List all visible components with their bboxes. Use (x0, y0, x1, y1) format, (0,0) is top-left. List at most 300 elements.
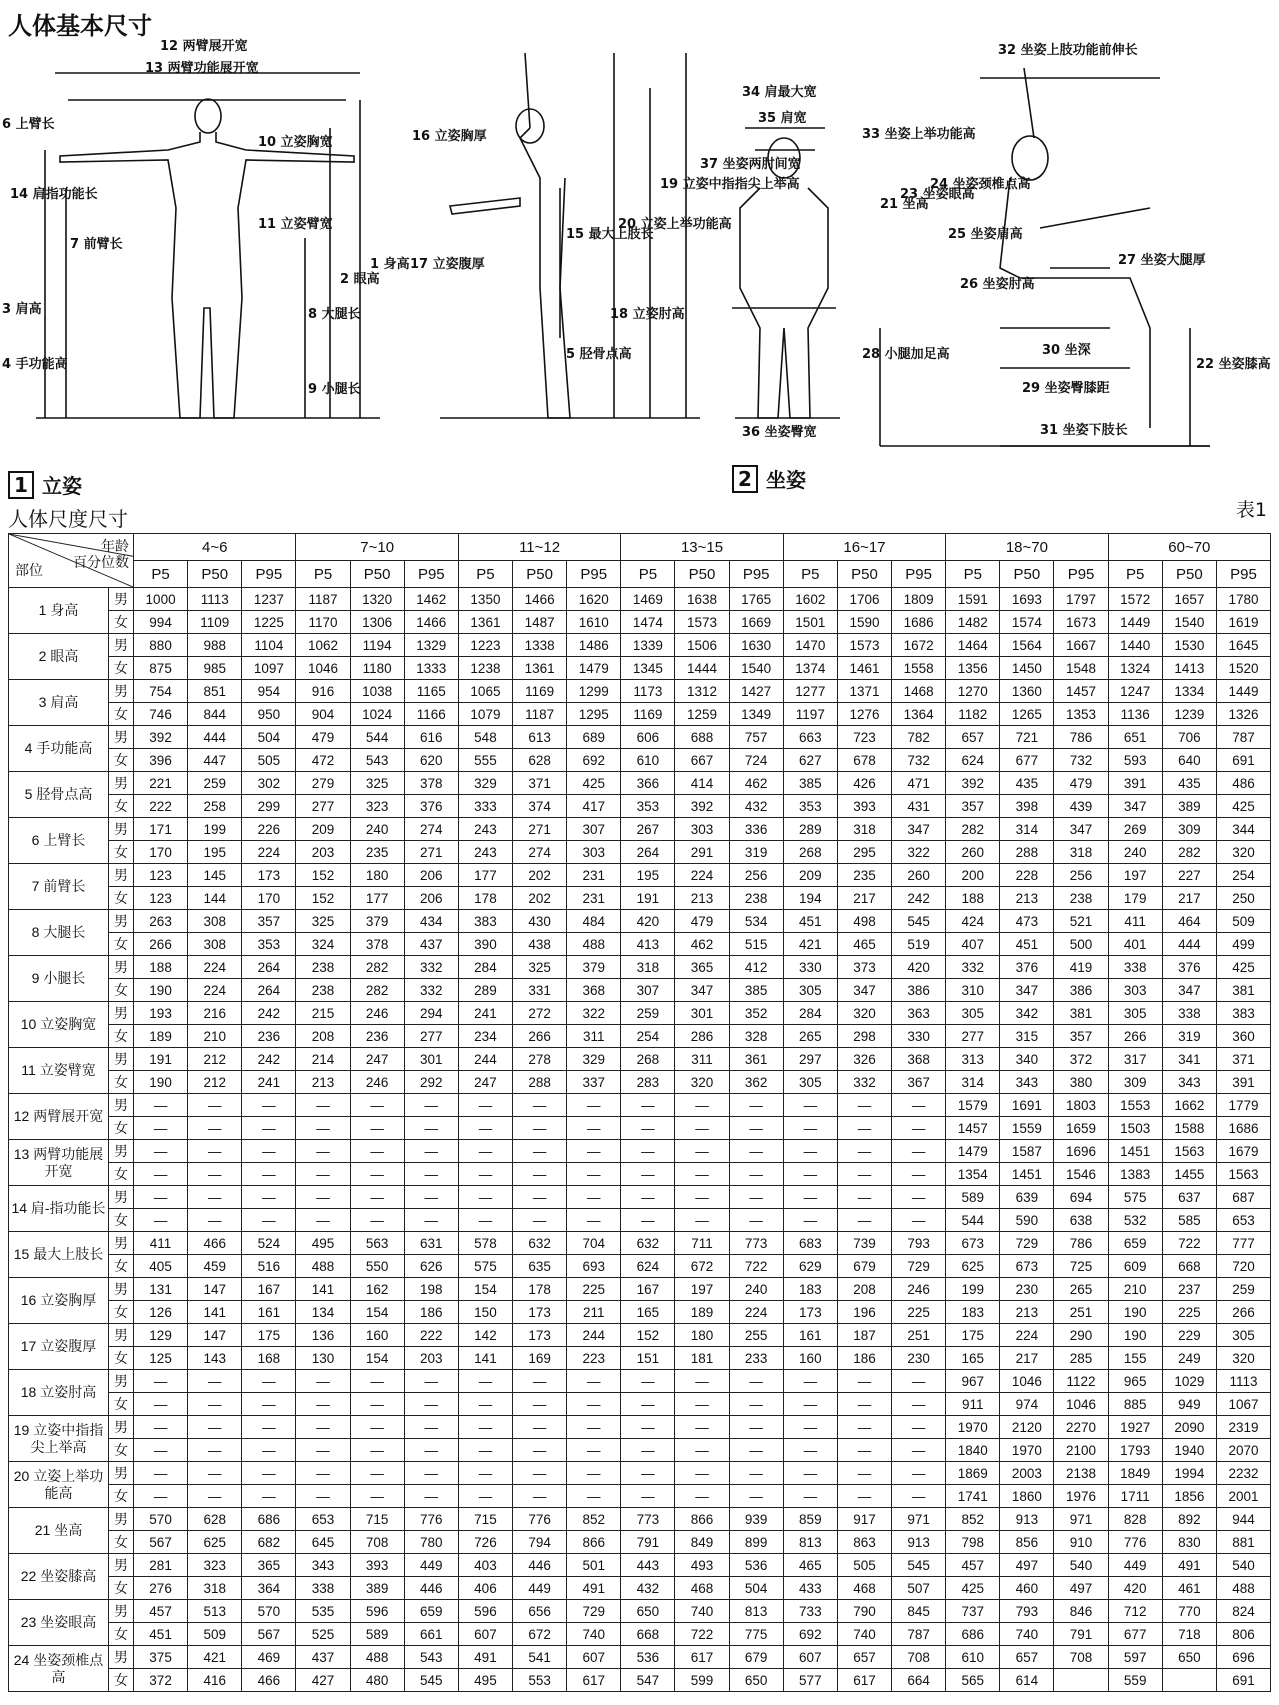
value-cell: 672 (513, 1623, 567, 1646)
value-cell: 1312 (675, 680, 729, 703)
value-cell: 231 (567, 864, 621, 887)
value-cell: — (296, 1186, 350, 1209)
label-37: 37 坐姿两肘间宽 (700, 157, 801, 172)
value-cell: 693 (567, 1255, 621, 1278)
value-cell: 1238 (458, 657, 512, 680)
value-cell: 495 (296, 1232, 350, 1255)
value-cell: 1166 (404, 703, 458, 726)
value-cell: 357 (1054, 1025, 1108, 1048)
value-cell: 1487 (513, 611, 567, 634)
value-cell: 563 (350, 1232, 404, 1255)
value-cell: — (837, 1209, 891, 1232)
value-cell: — (892, 1393, 946, 1416)
value-cell: 325 (350, 772, 404, 795)
value-cell: 1673 (1054, 611, 1108, 634)
value-cell: 209 (296, 818, 350, 841)
value-cell: 199 (188, 818, 242, 841)
value-cell: 688 (675, 726, 729, 749)
value-cell: 347 (675, 979, 729, 1002)
percentile-header: P95 (242, 561, 296, 588)
body-part-label: 16 立姿胸厚 (9, 1278, 109, 1324)
value-cell: 1638 (675, 588, 729, 611)
value-cell: 292 (404, 1071, 458, 1094)
value-cell: 412 (729, 956, 783, 979)
value-cell: 202 (513, 887, 567, 910)
value-cell: — (837, 1439, 891, 1462)
value-cell: 985 (188, 657, 242, 680)
value-cell: — (134, 1462, 188, 1485)
value-cell: — (892, 1439, 946, 1462)
value-cell: 147 (188, 1324, 242, 1347)
value-cell: 360 (1216, 1025, 1270, 1048)
table-row (9, 910, 1271, 933)
value-cell: 1970 (946, 1416, 1000, 1439)
value-cell: 329 (567, 1048, 621, 1071)
value-cell: 679 (729, 1646, 783, 1669)
value-cell: — (621, 1439, 675, 1462)
value-cell: 479 (675, 910, 729, 933)
value-cell: 1461 (837, 657, 891, 680)
value-cell: — (621, 1117, 675, 1140)
value-cell: 282 (350, 979, 404, 1002)
value-cell: 462 (729, 772, 783, 795)
value-cell: 392 (946, 772, 1000, 795)
value-cell: 315 (1000, 1025, 1054, 1048)
value-cell: 1470 (783, 634, 837, 657)
age-group-header: 7~10 (296, 534, 458, 561)
value-cell: 776 (1108, 1531, 1162, 1554)
value-cell: 1602 (783, 588, 837, 611)
table-row (9, 979, 1271, 1002)
value-cell: 1779 (1216, 1094, 1270, 1117)
value-cell: 1573 (675, 611, 729, 634)
value-cell: 500 (1054, 933, 1108, 956)
value-cell: 575 (458, 1255, 512, 1278)
value-cell: 1520 (1216, 657, 1270, 680)
value-cell: — (567, 1370, 621, 1393)
value-cell: 268 (783, 841, 837, 864)
value-cell: 1696 (1054, 1140, 1108, 1163)
table-row (9, 1462, 1271, 1485)
value-cell: 1587 (1000, 1140, 1054, 1163)
value-cell: 1374 (783, 657, 837, 680)
value-cell: 1451 (1000, 1163, 1054, 1186)
value-cell: 659 (1108, 1232, 1162, 1255)
value-cell: 238 (296, 979, 350, 1002)
value-cell: 694 (1054, 1186, 1108, 1209)
value-cell: 208 (296, 1025, 350, 1048)
value-cell: 451 (134, 1623, 188, 1646)
value-cell: 1540 (729, 657, 783, 680)
value-cell: 325 (296, 910, 350, 933)
value-cell: 129 (134, 1324, 188, 1347)
value-cell: 692 (567, 749, 621, 772)
caption-text: 立姿 (42, 474, 82, 498)
value-cell: 123 (134, 887, 188, 910)
value-cell: 424 (946, 910, 1000, 933)
value-cell: 824 (1216, 1600, 1270, 1623)
value-cell: 645 (296, 1531, 350, 1554)
value-cell: 246 (350, 1071, 404, 1094)
value-cell: 279 (296, 772, 350, 795)
value-cell: 305 (1108, 1002, 1162, 1025)
value-cell: 1038 (350, 680, 404, 703)
value-cell: 285 (1054, 1347, 1108, 1370)
value-cell: 291 (675, 841, 729, 864)
value-cell: — (621, 1094, 675, 1117)
value-cell: 365 (242, 1554, 296, 1577)
value-cell: 589 (946, 1186, 1000, 1209)
value-cell: 362 (729, 1071, 783, 1094)
value-cell: 378 (350, 933, 404, 956)
label-6: 6 上臂长 (2, 117, 55, 132)
value-cell: 913 (892, 1531, 946, 1554)
value-cell: 1572 (1108, 588, 1162, 611)
value-cell: — (188, 1094, 242, 1117)
table-row (9, 887, 1271, 910)
value-cell: 1809 (892, 588, 946, 611)
value-cell: 235 (350, 841, 404, 864)
value-cell: 570 (242, 1600, 296, 1623)
value-cell: 1225 (242, 611, 296, 634)
value-cell: — (458, 1393, 512, 1416)
value-cell: 224 (188, 956, 242, 979)
value-cell: 1361 (513, 657, 567, 680)
value-cell: — (350, 1462, 404, 1485)
value-cell: — (513, 1117, 567, 1140)
value-cell: — (242, 1094, 296, 1117)
value-cell: — (513, 1094, 567, 1117)
value-cell: 1113 (188, 588, 242, 611)
value-cell: — (458, 1439, 512, 1462)
value-cell: 141 (296, 1278, 350, 1301)
value-cell: 780 (404, 1531, 458, 1554)
value-cell: 427 (296, 1669, 350, 1692)
value-cell: — (783, 1209, 837, 1232)
value-cell: — (513, 1370, 567, 1393)
value-cell: 746 (134, 703, 188, 726)
table-row (9, 588, 1271, 611)
value-cell: 200 (946, 864, 1000, 887)
sex-label: 女 (109, 841, 134, 864)
value-cell: 578 (458, 1232, 512, 1255)
value-cell: — (513, 1209, 567, 1232)
value-cell: — (242, 1485, 296, 1508)
value-cell: 389 (1162, 795, 1216, 818)
table-row (9, 1669, 1271, 1692)
sex-label: 男 (109, 956, 134, 979)
value-cell: 197 (1108, 864, 1162, 887)
value-cell: 1182 (946, 703, 1000, 726)
value-cell: 224 (188, 979, 242, 1002)
value-cell: 379 (567, 956, 621, 979)
corner-percentile-label: 百分位数 (73, 554, 129, 570)
value-cell: 125 (134, 1347, 188, 1370)
value-cell: 1361 (458, 611, 512, 634)
body-part-label: 3 肩高 (9, 680, 109, 726)
value-cell: 1136 (1108, 703, 1162, 726)
sex-label: 女 (109, 1577, 134, 1600)
value-cell: — (729, 1117, 783, 1140)
value-cell: 446 (404, 1577, 458, 1600)
value-cell: — (296, 1163, 350, 1186)
value-cell: 852 (567, 1508, 621, 1531)
value-cell: 813 (783, 1531, 837, 1554)
value-cell: 152 (296, 864, 350, 887)
value-cell: 773 (729, 1232, 783, 1255)
value-cell: 342 (1000, 1002, 1054, 1025)
figure-caption-sitting (732, 464, 806, 493)
value-cell: 228 (1000, 864, 1054, 887)
value-cell: — (892, 1485, 946, 1508)
value-cell: 497 (1054, 1577, 1108, 1600)
value-cell: — (783, 1416, 837, 1439)
value-cell: — (837, 1393, 891, 1416)
body-part-label: 15 最大上肢长 (9, 1232, 109, 1278)
value-cell: 243 (458, 841, 512, 864)
label-28: 28 小腿加足高 (862, 347, 950, 362)
value-cell: 1449 (1216, 680, 1270, 703)
value-cell: 712 (1108, 1600, 1162, 1623)
value-cell: 791 (1054, 1623, 1108, 1646)
value-cell: 553 (513, 1669, 567, 1692)
value-cell: 524 (242, 1232, 296, 1255)
value-cell: 206 (404, 887, 458, 910)
value-cell: 309 (1108, 1071, 1162, 1094)
table-row (9, 703, 1271, 726)
value-cell: 366 (621, 772, 675, 795)
value-cell: — (296, 1462, 350, 1485)
value-cell: 673 (946, 1232, 1000, 1255)
value-cell: — (567, 1416, 621, 1439)
value-cell: 403 (458, 1554, 512, 1577)
value-cell: 1657 (1162, 588, 1216, 611)
value-cell: 677 (1000, 749, 1054, 772)
value-cell: — (458, 1186, 512, 1209)
value-cell: — (621, 1416, 675, 1439)
value-cell: 479 (1054, 772, 1108, 795)
value-cell: 1686 (892, 611, 946, 634)
value-cell: — (188, 1117, 242, 1140)
body-part-label: 8 大腿长 (9, 910, 109, 956)
value-cell: 791 (621, 1531, 675, 1554)
value-cell: 1237 (242, 588, 296, 611)
value-cell: 786 (1054, 1232, 1108, 1255)
value-cell: 179 (1108, 887, 1162, 910)
value-cell: 187 (837, 1324, 891, 1347)
value-cell: — (729, 1209, 783, 1232)
value-cell: 344 (1216, 818, 1270, 841)
value-cell: 343 (1000, 1071, 1054, 1094)
value-cell: 1029 (1162, 1370, 1216, 1393)
value-cell: 596 (350, 1600, 404, 1623)
value-cell: 290 (1054, 1324, 1108, 1347)
value-cell: — (783, 1485, 837, 1508)
value-cell: 277 (946, 1025, 1000, 1048)
value-cell: 737 (946, 1600, 1000, 1623)
value-cell: 673 (1000, 1255, 1054, 1278)
value-cell: 173 (513, 1324, 567, 1347)
table-row (9, 611, 1271, 634)
value-cell: 303 (567, 841, 621, 864)
caption-number: 2 (732, 465, 758, 493)
value-cell: 1350 (458, 588, 512, 611)
sex-label: 男 (109, 1416, 134, 1439)
value-cell: 732 (1054, 749, 1108, 772)
value-cell: 725 (1054, 1255, 1108, 1278)
value-cell: 708 (892, 1646, 946, 1669)
value-cell: 1564 (1000, 634, 1054, 657)
value-cell: 787 (892, 1623, 946, 1646)
value-cell: 203 (404, 1347, 458, 1370)
value-cell: 372 (134, 1669, 188, 1692)
value-cell: — (783, 1094, 837, 1117)
value-cell: 954 (242, 680, 296, 703)
value-cell: — (837, 1485, 891, 1508)
value-cell: 314 (1000, 818, 1054, 841)
percentile-header: P50 (675, 561, 729, 588)
value-cell: 278 (513, 1048, 567, 1071)
value-cell: 513 (188, 1600, 242, 1623)
value-cell: — (567, 1117, 621, 1140)
value-cell: 949 (1162, 1393, 1216, 1416)
value-cell: — (404, 1485, 458, 1508)
value-cell: 607 (783, 1646, 837, 1669)
value-cell: 329 (458, 772, 512, 795)
value-cell: 786 (1054, 726, 1108, 749)
value-cell: 1711 (1108, 1485, 1162, 1508)
value-cell: 320 (837, 1002, 891, 1025)
value-cell: 491 (1162, 1554, 1216, 1577)
value-cell: — (783, 1462, 837, 1485)
value-cell: 320 (675, 1071, 729, 1094)
value-cell: 1000 (134, 588, 188, 611)
value-cell: 1455 (1162, 1163, 1216, 1186)
value-cell: 305 (946, 1002, 1000, 1025)
percentile-header: P95 (1054, 561, 1108, 588)
value-cell: 451 (1000, 933, 1054, 956)
sex-label: 女 (109, 1025, 134, 1048)
value-cell: 225 (1162, 1301, 1216, 1324)
value-cell: 667 (675, 749, 729, 772)
value-cell: 459 (188, 1255, 242, 1278)
value-cell: 1270 (946, 680, 1000, 703)
value-cell: 286 (675, 1025, 729, 1048)
value-cell: 226 (242, 818, 296, 841)
value-cell: 389 (350, 1577, 404, 1600)
table-row (9, 657, 1271, 680)
body-part-label: 23 坐姿眼高 (9, 1600, 109, 1646)
value-cell: 380 (1054, 1071, 1108, 1094)
value-cell: 732 (892, 749, 946, 772)
value-cell: — (188, 1209, 242, 1232)
value-cell: 277 (404, 1025, 458, 1048)
sex-label: 男 (109, 818, 134, 841)
value-cell: 195 (188, 841, 242, 864)
value-cell: 613 (513, 726, 567, 749)
value-cell: — (783, 1117, 837, 1140)
percentile-header: P5 (296, 561, 350, 588)
value-cell: 545 (404, 1669, 458, 1692)
value-cell: 308 (188, 910, 242, 933)
value-cell: 160 (350, 1324, 404, 1347)
value-cell: 892 (1162, 1508, 1216, 1531)
value-cell: — (296, 1117, 350, 1140)
value-cell: 420 (892, 956, 946, 979)
table-row (9, 1255, 1271, 1278)
value-cell: 2120 (1000, 1416, 1054, 1439)
value-cell: 851 (188, 680, 242, 703)
value-cell: 333 (458, 795, 512, 818)
value-cell: 2090 (1162, 1416, 1216, 1439)
value-cell: 374 (513, 795, 567, 818)
value-cell: 437 (404, 933, 458, 956)
value-cell: 211 (567, 1301, 621, 1324)
value-cell: 236 (350, 1025, 404, 1048)
value-cell: 544 (350, 726, 404, 749)
value-cell: 1104 (242, 634, 296, 657)
standing-front-labels (2, 38, 410, 397)
value-cell: 484 (567, 910, 621, 933)
value-cell: 180 (675, 1324, 729, 1347)
value-cell: 240 (1108, 841, 1162, 864)
value-cell: 363 (892, 1002, 946, 1025)
value-cell: 1383 (1108, 1163, 1162, 1186)
value-cell: — (242, 1393, 296, 1416)
corner-age-label: 年龄 (101, 538, 129, 554)
value-cell: 141 (188, 1301, 242, 1324)
value-cell: 2319 (1216, 1416, 1270, 1439)
value-cell: 249 (1162, 1347, 1216, 1370)
value-cell: 195 (621, 864, 675, 887)
value-cell: 277 (296, 795, 350, 818)
value-cell: 385 (783, 772, 837, 795)
table-row (9, 772, 1271, 795)
value-cell: 199 (946, 1278, 1000, 1301)
value-cell: 165 (946, 1347, 1000, 1370)
table-row (9, 1324, 1271, 1347)
sex-label: 男 (109, 1048, 134, 1071)
value-cell: 540 (1216, 1554, 1270, 1577)
value-cell: 1122 (1054, 1370, 1108, 1393)
value-cell: 213 (1000, 1301, 1054, 1324)
table-row (9, 1232, 1271, 1255)
value-cell: 2270 (1054, 1416, 1108, 1439)
value-cell: 431 (892, 795, 946, 818)
sex-label: 男 (109, 772, 134, 795)
value-cell: — (188, 1485, 242, 1508)
value-cell: 683 (783, 1232, 837, 1255)
value-cell: — (729, 1094, 783, 1117)
value-cell: 1356 (946, 657, 1000, 680)
table-row (9, 841, 1271, 864)
value-cell: 181 (675, 1347, 729, 1370)
value-cell: 1440 (1108, 634, 1162, 657)
value-cell: — (675, 1462, 729, 1485)
value-cell: 274 (513, 841, 567, 864)
value-cell: 540 (1054, 1554, 1108, 1577)
value-cell: 307 (567, 818, 621, 841)
table-row (9, 1278, 1271, 1301)
value-cell: 787 (1216, 726, 1270, 749)
value-cell: 1860 (1000, 1485, 1054, 1508)
value-cell: 1170 (296, 611, 350, 634)
value-cell: 532 (1108, 1209, 1162, 1232)
value-cell: — (404, 1393, 458, 1416)
value-cell: 413 (621, 933, 675, 956)
value-cell: 217 (837, 887, 891, 910)
value-cell: 347 (837, 979, 891, 1002)
